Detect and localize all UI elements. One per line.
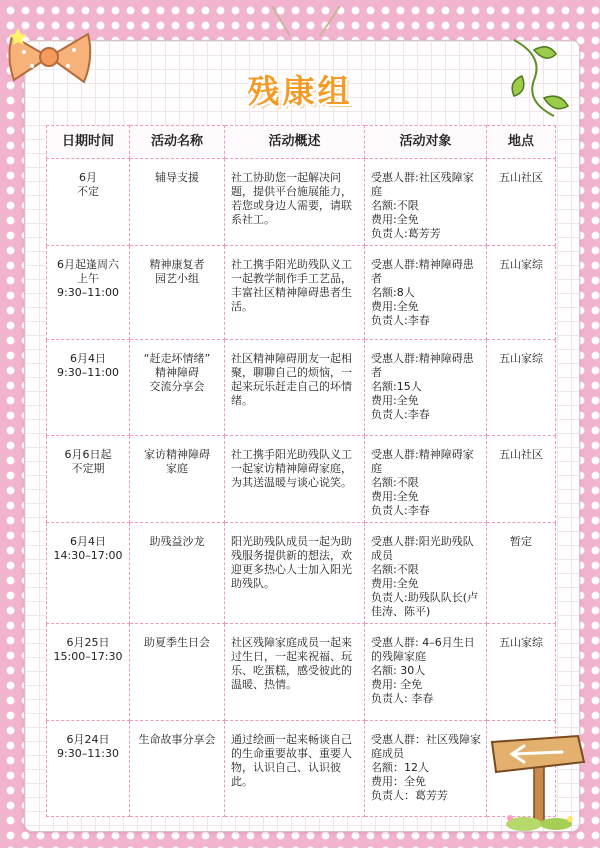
wooden-arrow-sign-icon — [484, 722, 594, 832]
cell-activity-name — [130, 340, 225, 436]
cell-date-line: 9:30–11:00 — [57, 286, 119, 299]
cell-summary: 社区精神障碍朋友一起相聚，聊聊自己的烦恼，一起来玩乐赶走自己的坏情绪。 — [225, 340, 365, 436]
cell-date-line: 6月24日 — [66, 733, 110, 746]
cell-date-line: 上午 — [77, 272, 99, 285]
cell-target-line: 名额:15人 — [371, 380, 422, 393]
cell-target-line: 名额:不限 — [371, 199, 419, 212]
cell-target-line: 受惠人群:精神障碍家庭 — [371, 448, 474, 475]
cell-target-line: 受惠人群:社区残障家庭 — [371, 171, 474, 198]
cell-target-line: 受惠人群:阳光助残队成员 — [371, 535, 474, 562]
cell-target-line: 费用: 全免 — [371, 678, 423, 691]
cell-target-line: 受惠人群：社区残障家庭成员 — [371, 733, 481, 760]
cell-summary: 社区残障家庭成员一起来过生日，一起来祝福、玩乐、吃蛋糕，感受彼此的温暖、热情。 — [225, 624, 365, 721]
cell-target-line: 费用：全免 — [371, 775, 426, 788]
cell-date-line: 不定期 — [71, 462, 105, 475]
cell-target-line: 费用:全免 — [371, 577, 419, 590]
cell-activity-name-line: 家访精神障碍 — [144, 448, 210, 461]
cell-activity-name — [130, 436, 225, 523]
cell-date-line: 6月4日 — [70, 535, 106, 548]
cell-activity-name-line: 生命故事分享会 — [138, 733, 216, 746]
cell-target-line: 负责人:李春 — [371, 504, 430, 517]
cell-target-line: 名额：12人 — [371, 761, 429, 774]
cell-date — [47, 624, 130, 721]
cell-place: 暂定 — [487, 523, 556, 624]
cell-place: 五山社区 — [487, 159, 556, 246]
table-row — [47, 624, 556, 721]
table-row — [47, 246, 556, 340]
cell-activity-name — [130, 721, 225, 817]
cell-target-line: 费用:全免 — [371, 300, 419, 313]
cell-target-line: 费用:全免 — [371, 213, 419, 226]
cell-target-line: 名额: 30人 — [371, 664, 426, 677]
table-row — [47, 721, 556, 817]
cell-summary: 阳光助残队成员一起为助残服务提供新的想法，欢迎更多热心人士加入阳光助残队。 — [225, 523, 365, 624]
header-summary: 活动概述 — [225, 126, 365, 159]
cell-target-line: 受惠人群:精神障碍患者 — [371, 258, 474, 285]
cell-date-line: 14:30–17:00 — [53, 549, 123, 562]
table-row — [47, 340, 556, 436]
cell-date — [47, 436, 130, 523]
cell-target-line: 负责人:李春 — [371, 408, 430, 421]
cell-target-line: 负责人：葛芳芳 — [371, 789, 448, 802]
page-title: 残康组 — [247, 72, 353, 110]
cell-date-line: 15:00–17:30 — [53, 650, 123, 663]
cell-activity-name-line: “赶走坏情绪” — [143, 352, 211, 365]
cell-target — [365, 340, 487, 436]
cell-date — [47, 340, 130, 436]
cell-activity-name-line: 家庭 — [166, 462, 188, 475]
cell-activity-name — [130, 159, 225, 246]
table-row — [47, 436, 556, 523]
cell-activity-name-line: 辅导支援 — [155, 171, 199, 184]
cell-activity-name — [130, 246, 225, 340]
cell-activity-name-line: 交流分享会 — [149, 380, 205, 393]
cell-target — [365, 721, 487, 817]
cell-place: 五山家综 — [487, 624, 556, 721]
cell-target-line: 负责人:助残队队长(卢佳涛、陈平) — [371, 591, 478, 618]
cell-target — [365, 436, 487, 523]
cell-date-line: 不定 — [77, 185, 99, 198]
table-row — [47, 159, 556, 246]
cell-activity-name-line: 精神康复者 — [149, 258, 205, 271]
cell-target-line: 名额:不限 — [371, 476, 419, 489]
cell-activity-name-line: 助残益沙龙 — [149, 535, 205, 548]
header-date: 日期时间 — [47, 126, 130, 159]
cell-date-line: 6月25日 — [66, 636, 110, 649]
header-name: 活动名称 — [130, 126, 225, 159]
cell-target-line: 受惠人群:精神障碍患者 — [371, 352, 474, 379]
table-header-row — [47, 126, 556, 159]
cell-target — [365, 624, 487, 721]
cell-target — [365, 523, 487, 624]
cell-target-line: 费用:全免 — [371, 490, 419, 503]
cell-date-line: 6月 — [79, 171, 97, 184]
cell-place: 五山家综 — [487, 340, 556, 436]
cell-target — [365, 246, 487, 340]
cell-date-line: 6月6日起 — [64, 448, 112, 461]
cell-target-line: 费用:全免 — [371, 394, 419, 407]
cell-target-line: 名额:不限 — [371, 563, 419, 576]
cell-date-line: 6月4日 — [70, 352, 106, 365]
cell-date-line: 9:30–11:30 — [57, 747, 119, 760]
cell-activity-name — [130, 523, 225, 624]
cell-date-line: 9:30–11:00 — [57, 366, 119, 379]
cell-target-line: 负责人:李春 — [371, 314, 430, 327]
cell-place: 五山社区 — [487, 436, 556, 523]
cell-summary: 社工协助您一起解决问题，提供平台施展能力，若您或身边人需要，请联系社工。 — [225, 159, 365, 246]
cell-activity-name-line: 园艺小组 — [155, 272, 199, 285]
cell-target-line: 负责人:葛芳芳 — [371, 227, 441, 240]
cell-summary: 社工携手阳光助残队义工一起教学制作手工艺品，丰富社区精神障碍患者生活。 — [225, 246, 365, 340]
cell-date-line: 6月起逢周六 — [57, 258, 119, 271]
header-place: 地点 — [487, 126, 556, 159]
cell-activity-name-line: 精神障碍 — [155, 366, 199, 379]
cell-summary: 社工携手阳光助残队义工一起家访精神障碍家庭，为其送温暖与谈心说笑。 — [225, 436, 365, 523]
cell-activity-name — [130, 624, 225, 721]
table-row — [47, 523, 556, 624]
cell-target-line: 负责人: 李春 — [371, 692, 434, 705]
cell-target-line: 受惠人群: 4–6月生日的残障家庭 — [371, 636, 475, 663]
cell-date — [47, 721, 130, 817]
cell-date — [47, 159, 130, 246]
cell-activity-name-line: 助夏季生日会 — [144, 636, 210, 649]
cell-place: 五山家综 — [487, 246, 556, 340]
cell-target-line: 名额:8人 — [371, 286, 415, 299]
cell-date — [47, 523, 130, 624]
cell-summary: 通过绘画一起来畅谈自己的生命重要故事、重要人物，认识自己、认识彼此。 — [225, 721, 365, 817]
pin-icon — [250, 2, 360, 42]
cell-target — [365, 159, 487, 246]
header-target: 活动对象 — [365, 126, 487, 159]
activity-table — [46, 125, 555, 817]
cell-date — [47, 246, 130, 340]
